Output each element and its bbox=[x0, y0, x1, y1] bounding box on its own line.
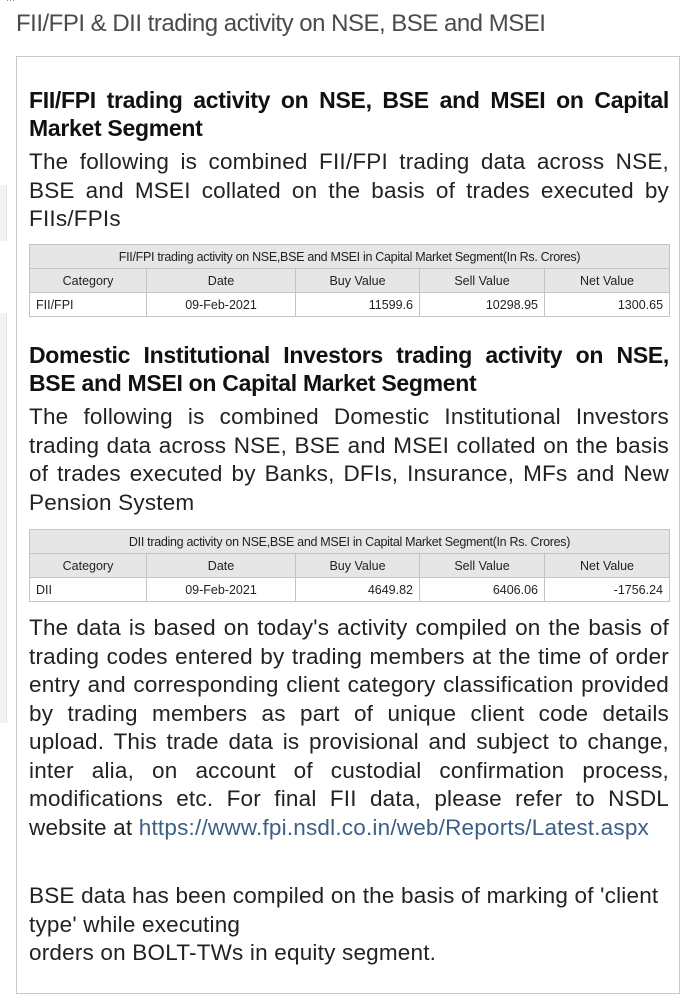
fii-section-description: The following is combined FII/FPI trading data across NSE, BSE and MSEI collated on the basis of trades executed by FIIs/FPIs bbox=[29, 149, 669, 231]
nsdl-report-link[interactable]: https://www.fpi.nsdl.co.in/web/Reports/Latest.aspx bbox=[138, 814, 650, 840]
dii-table-caption: DII trading activity on NSE,BSE and MSEI in Capital Market Segment(In Rs. Crores) bbox=[30, 530, 670, 554]
cell-net-value: -1756.24 bbox=[545, 578, 670, 602]
col-header-net-value: Net Value bbox=[545, 269, 670, 293]
page-title: FII/FPI & DII trading activity on NSE, BSE and MSEI bbox=[16, 10, 546, 37]
disclaimer-body: The data is based on today's activity compiled on the basis of trading codes entered by trading members at the time of order entry and corresponding client category classification provided by trading members as part of unique client code details upload. This trade data is provisional and subject to change, inter alia, on account of custodial confirmation process, modifications etc. For final FII data, please refer to NSDL website at bbox=[29, 615, 669, 840]
fii-trading-table bbox=[29, 244, 670, 317]
col-header-sell-value: Sell Value bbox=[420, 269, 545, 293]
cell-date: 09-Feb-2021 bbox=[147, 293, 296, 317]
table-row bbox=[30, 293, 670, 317]
col-header-sell-value: Sell Value bbox=[420, 554, 545, 578]
col-header-buy-value: Buy Value bbox=[296, 269, 420, 293]
cell-date: 09-Feb-2021 bbox=[147, 578, 296, 602]
cell-category: FII/FPI bbox=[30, 293, 147, 317]
content-panel bbox=[16, 56, 680, 994]
fii-table-caption: FII/FPI trading activity on NSE,BSE and MSEI in Capital Market Segment(In Rs. Crores) bbox=[30, 245, 670, 269]
left-edge-strip bbox=[0, 313, 7, 723]
cell-sell-value: 10298.95 bbox=[420, 293, 545, 317]
bse-note bbox=[29, 882, 669, 968]
bse-note-text bbox=[29, 882, 669, 968]
cell-buy-value: 11599.6 bbox=[296, 293, 420, 317]
dii-section-heading: Domestic Institutional Investors trading activity on NSE, BSE and MSEI on Capital Market Segment bbox=[29, 342, 669, 396]
cut-off-header-text bbox=[0, 0, 684, 6]
disclaimer-text bbox=[29, 614, 669, 842]
col-header-category: Category bbox=[30, 554, 147, 578]
col-header-category: Category bbox=[30, 269, 147, 293]
cell-category: DII bbox=[30, 578, 147, 602]
col-header-buy-value: Buy Value bbox=[296, 554, 420, 578]
dii-section bbox=[29, 341, 669, 517]
dii-table-wrap bbox=[29, 529, 669, 602]
bse-note-line-2: orders on BOLT-TWs in equity segment. bbox=[29, 940, 437, 965]
cell-sell-value: 6406.06 bbox=[420, 578, 545, 602]
col-header-date: Date bbox=[147, 554, 296, 578]
dii-trading-table bbox=[29, 529, 670, 602]
bse-note-line-1: BSE data has been compiled on the basis of marking of 'client type' while executing bbox=[29, 883, 659, 937]
dii-section-description: The following is combined Domestic Institutional Investors trading data across NSE, BSE and MSEI collated on the basis of trades executed by Banks, DFIs, Insurance, MFs and New Pension System bbox=[29, 404, 669, 515]
fii-section bbox=[29, 86, 669, 234]
col-header-net-value: Net Value bbox=[545, 554, 670, 578]
table-row bbox=[30, 578, 670, 602]
fii-section-heading: FII/FPI trading activity on NSE, BSE and MSEI on Capital Market Segment bbox=[29, 87, 669, 141]
data-disclaimer bbox=[29, 614, 669, 842]
fii-table-wrap bbox=[29, 244, 669, 317]
cell-net-value: 1300.65 bbox=[545, 293, 670, 317]
cell-buy-value: 4649.82 bbox=[296, 578, 420, 602]
col-header-date: Date bbox=[147, 269, 296, 293]
left-edge-strip bbox=[0, 185, 7, 241]
